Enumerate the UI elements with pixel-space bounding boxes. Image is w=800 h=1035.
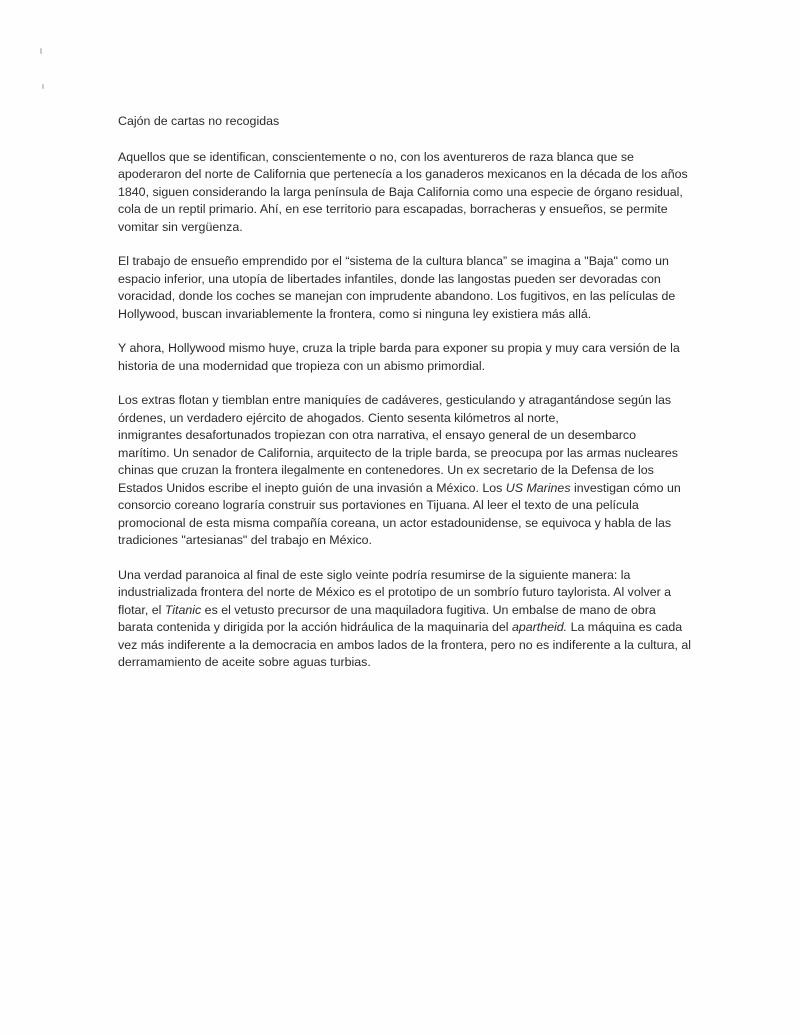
text-segment: Estados Unidos escribe el inepto guión de una invasión a México. Los (118, 480, 506, 495)
text-line: promocional de esta misma compañía coreana, un actor estadounidense, se equivoca y habla de las (118, 515, 672, 530)
paragraph-4 (118, 392, 698, 550)
text-line: historia de una modernidad que tropieza con un abismo primordial. (118, 358, 486, 373)
text-line: Hollywood, buscan invariablemente la frontera, como si ninguna ley existiera más allá. (118, 306, 592, 321)
text-line: voracidad, donde los coches se manejan con imprudente abandono. Los fugitivos, en las películas de (118, 289, 676, 303)
italic-term: apartheid. (512, 620, 568, 634)
text-line: industrializada frontera del norte de México es el prototipo de un sombrío futuro taylorista. Al volver a (118, 585, 672, 599)
text-line: Aquellos que se identifican, conscientemente o no, con los aventureros de raza blanca que se (118, 149, 634, 164)
italic-term: US Marines (505, 480, 571, 495)
text-segment: barata contenida y dirigida por la acción hidráulica de la maquinaria del (118, 620, 512, 634)
text-line: órdenes, un verdadero ejército de ahogados. Ciento sesenta kilómetros al norte, (118, 410, 559, 425)
paragraph-2 (118, 253, 698, 323)
scan-speck (42, 84, 44, 89)
text-line (118, 480, 698, 498)
text-line: El trabajo de ensueño emprendido por el “sistema de la cultura blanca” se imagina a "Baja" como un (118, 254, 669, 268)
document-title: Cajón de cartas no recogidas (118, 114, 280, 128)
text-segment: flotar, el (118, 602, 165, 617)
text-line: espacio inferior, una utopía de libertades infantiles, donde las langostas pueden ser devoradas con (118, 271, 661, 286)
text-line: Los extras flotan y tiemblan entre maniquíes de cadáveres, gesticulando y atragantándose según las (118, 393, 672, 407)
text-line: cola de un reptil primario. Ahí, en ese territorio para escapadas, borracheras y ensueños, se permite (118, 202, 668, 216)
text-line: Una verdad paranoica al final de este siglo veinte podría resumirse de la siguiente manera: la (118, 567, 631, 582)
paragraph-3 (118, 340, 698, 375)
text-line: marítimo. Un senador de California, arquitecto de la triple barda, se preocupa por las armas nucleares (118, 445, 678, 460)
text-line (118, 619, 698, 637)
scan-speck (40, 48, 42, 54)
text-line: inmigrantes desafortunados tropiezan con otra narrativa, el ensayo general de un desembarco (118, 428, 636, 442)
text-segment: investigan cómo un (570, 480, 681, 495)
text-line (118, 602, 698, 620)
italic-term: Titanic (164, 602, 202, 617)
text-segment: La máquina es cada (567, 620, 683, 634)
text-line: vomitar sin vergüenza. (118, 219, 243, 234)
text-segment: es el vetusto precursor de una maquiladora fugitiva. Un embalse de mano de obra (201, 602, 656, 617)
text-line: derramamiento de aceite sobre aguas turbias. (118, 655, 371, 669)
paragraph-5 (118, 567, 698, 672)
text-line: apoderaron del norte de California que pertenecía a los ganaderos mexicanos en la década de los años (118, 167, 688, 181)
text-line: consorcio coreano lograría construir sus portaviones en Tijuana. Al leer el texto de una película (118, 498, 639, 512)
text-line: tradiciones "artesianas" del trabajo en México. (118, 533, 372, 547)
paragraph-1 (118, 149, 698, 237)
text-line: vez más indiferente a la democracia en ambos lados de la frontera, pero no es indiferente a la cultura, al (118, 637, 692, 652)
document-body (118, 113, 698, 689)
text-line: 1840, siguen considerando la larga península de Baja California como una especie de órgano residual, (118, 184, 683, 199)
text-line: Y ahora, Hollywood mismo huye, cruza la triple barda para exponer su propia y muy cara versión de la (118, 341, 680, 355)
text-line: chinas que cruzan la frontera ilegalmente en contenedores. Un ex secretario de la Defensa de los (118, 463, 654, 477)
